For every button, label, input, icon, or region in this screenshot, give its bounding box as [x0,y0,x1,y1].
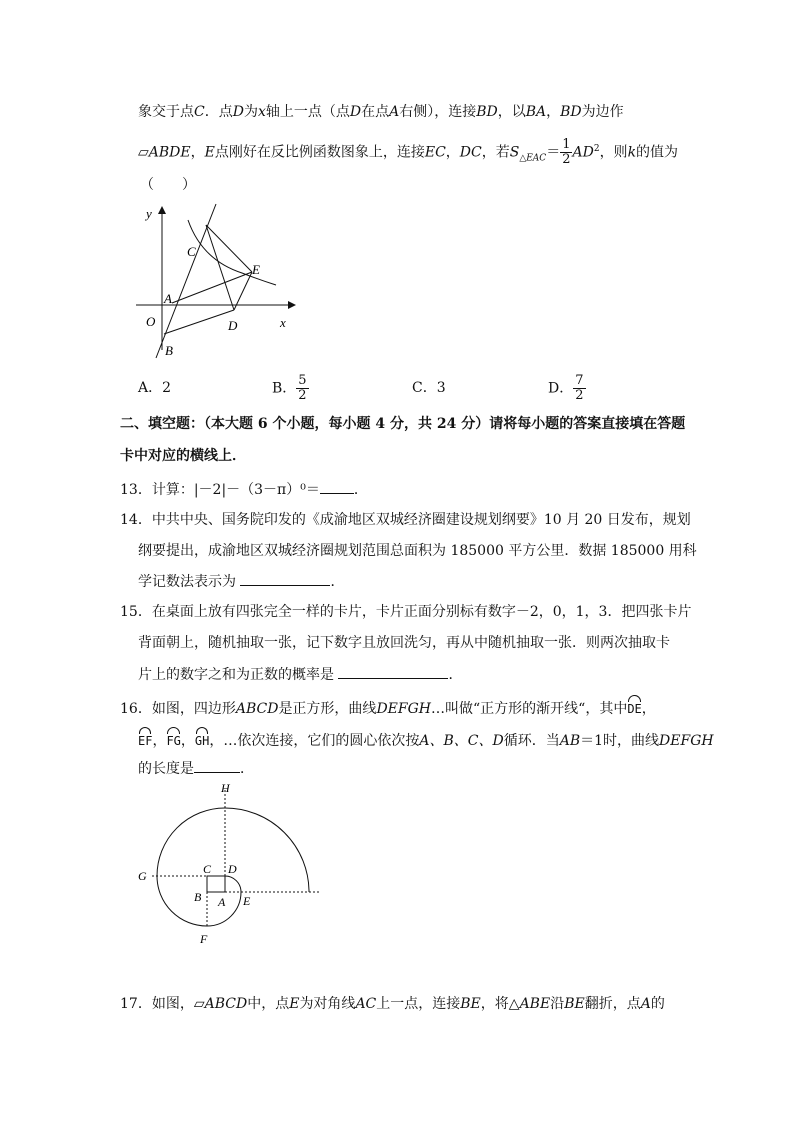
label-b: B [165,343,173,358]
arc-de-curve [225,876,241,892]
section2-title-line1: 二、填空题：（本大题 6 个小题，每小题 4 分，共 24 分）请将每小题的答案直接填在答题 [120,416,686,432]
x-axis-arrow [288,301,296,309]
q15-line1: 15．在桌面上放有四张完全一样的卡片，卡片正面分别标有数字－2，0，1，3．把四张卡片 [120,604,692,620]
q15-answer-blank[interactable] [338,664,448,679]
label-y: y [146,206,152,221]
label-f: F [200,932,208,946]
q16-line3: 的长度是 ． [138,758,254,779]
arc-de: DE [627,695,641,719]
segment-ce [206,225,252,272]
q13-answer-blank[interactable] [320,479,354,494]
arc-fg: FG [166,727,180,751]
label-d: D [228,862,237,876]
section2-title-line2: 卡中对应的横线上． [120,448,246,464]
q12-answer-paren: （ ） [140,177,196,193]
label-c: C [187,244,196,259]
label-a: A [218,895,226,909]
q14-answer-blank[interactable] [240,571,330,586]
q12-option-b[interactable]: B． $\frac{5}{2}$ [272,373,307,403]
q16-line1: 16．如图，四边形ABCD是正方形，曲线DEFGH…叫做“正方形的渐开线“，其中DE， [120,695,656,719]
hyperbola-curve [188,220,276,285]
q15-line3: 片上的数字之和为正数的概率是 ． [138,664,462,685]
q12-option-d[interactable]: D． $\frac{7}{2}$ [548,373,584,403]
arc-h-continue-curve [225,808,309,892]
label-a: A [164,291,172,306]
q14-line1: 14．中共中央、国务院印发的《成渝地区双城经济圈建设规划纲要》10 月 20 日发布，规划 [120,512,691,528]
label-x: x [280,315,286,330]
square-abcd [207,876,225,892]
y-axis-arrow [158,206,166,214]
label-o: O [146,314,156,329]
q16-line2: EF，FG，GH，…依次连接，它们的圆心依次按A、B、C、D循环．当AB＝1时，曲线DEFGH [138,727,714,751]
arc-gh: GH [195,727,209,751]
q16-answer-blank[interactable] [194,758,240,773]
label-g: G [138,869,147,883]
segment-bd [164,310,234,334]
arc-gh-curve [157,808,225,876]
label-d: D [228,318,238,333]
fraction-one-half: $\frac{1}{2}$ [562,137,571,168]
label-h: H [221,781,230,795]
segment-cd [206,225,234,310]
q12-option-c[interactable]: C．3 [412,380,446,396]
q12-line1: 象交于点C．点D为x轴上一点（点D在点A右侧），连接BD，以BA，BD为边作 [138,104,624,120]
q16-figure [130,778,330,953]
q14-line3: 学记数法表示为 ． [138,571,344,592]
label-e: E [252,262,260,277]
q13: 13．计算：|－2|－（3－π）⁰＝ ． [120,479,368,500]
q15-line2: 背面朝上，随机抽取一张，记下数字且放回洗匀，再从中随机抽取一张．则两次抽取卡 [138,635,670,651]
label-e: E [243,894,251,908]
q14-line2: 纲要提出，成渝地区双城经济圈规划范围总面积为 185000 平方公里．数据 185000 用科 [138,543,697,559]
label-b: B [194,890,202,904]
q17-line1: 17．如图，▱ABCD中，点E为对角线AC上一点，连接BE，将△ABE沿BE翻折，点A的 [120,996,665,1012]
q12-figure [130,200,300,365]
label-c: C [203,862,212,876]
arc-ef: EF [138,727,152,751]
q12-option-a[interactable]: A．2 [138,380,172,396]
q12-line2: ▱ABDE，E点刚好在反比例函数图象上，连接EC，DC，若$S_{\triangle EAC}=$ $\frac{1}{2}$ $AD^2$，则k的值为 [138,137,679,168]
